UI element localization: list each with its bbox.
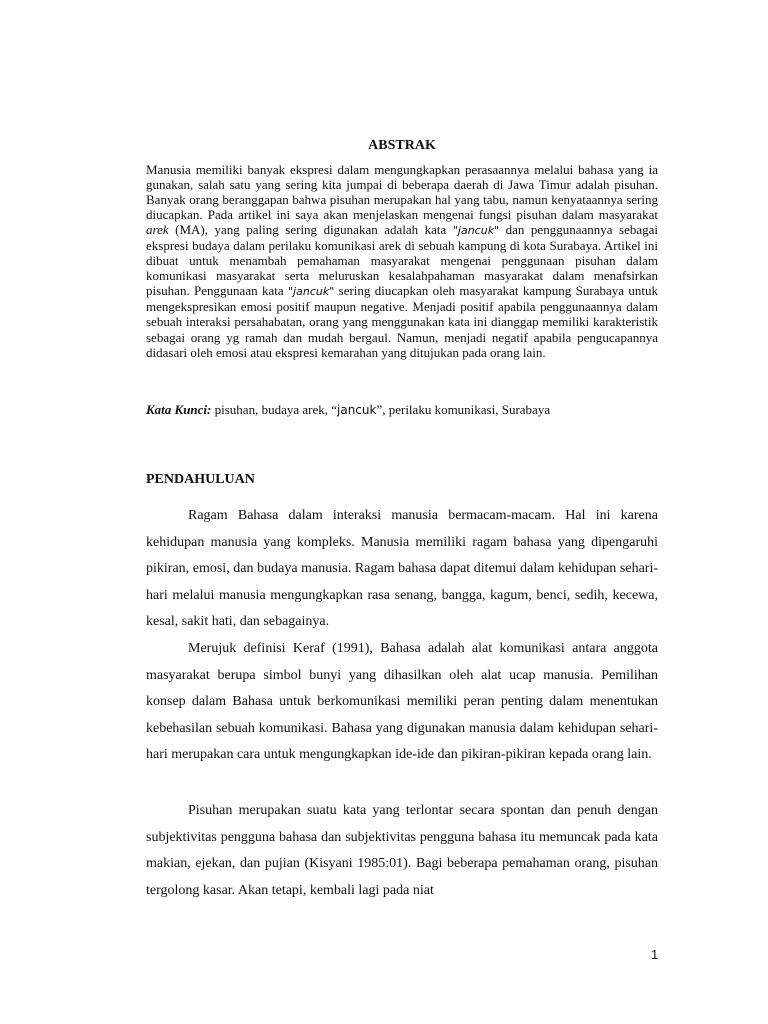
abstract-text: (MA), yang paling sering digunakan adalah kata (168, 222, 453, 238)
keywords-label: Kata Kunci: (146, 402, 212, 417)
keywords (146, 402, 658, 418)
intro-paragraph-3 (146, 798, 658, 904)
paragraph-text: Merujuk definisi Keraf (1991), Bahasa adalah alat komunikasi antara anggota masyarakat berupa simbol bunyi yang dihasilkan oleh alat ucap manusia. Pemilihan konsep dalam Bahasa untuk berkomunikasi memiliki peran penting dalam menentukan kebehasilan sebuah komunikasi. Bahasa yang digunakan manusia dalam kehidupan sehari-hari merupakan cara untuk mengungkapkan ide-ide dan pikiran-pikiran kepada orang lain. (146, 641, 658, 763)
section-title-pendahuluan: PENDAHULUAN (146, 472, 255, 487)
abstract-term-jancuk: "jancuk" (452, 224, 500, 238)
abstract-text: sering diucapkan oleh masyarakat kampung Surabaya untuk mengekspresikan emosi positif maupun negative. Menjadi positif apabila penggunaannya dalam sebuah interaksi persahabatan, orang yang menggunakan kata ini dianggap memiliki karakteristik sebagai orang yg ramah dan mudah bergaul. Namun, menjadi negatif apabila pengucapannya didasari oleh emosi atau ekspresi kemarahan yang ditujukan pada orang lain. (146, 283, 658, 360)
intro-paragraph-2 (146, 636, 658, 769)
abstract-text: Manusia memiliki banyak ekspresi dalam mengungkapkan perasaannya melalui bahasa yang ia gunakan, salah satu yang sering kita jumpai di beberapa daerah di Jawa Timur adalah pisuhan. Banyak orang beranggapan bahwa pisuhan merupakan hal yang tabu, namun kenyataannya sering diucapkan. Pada artikel ini saya akan menjelaskan mengenai fungsi pisuhan dalam masyarakat (146, 162, 658, 223)
intro-paragraph-1 (146, 503, 658, 636)
paragraph-text: Ragam Bahasa dalam interaksi manusia bermacam-macam. Hal ini karena kehidupan manusia yang kompleks. Manusia memiliki ragam bahasa yang dipengaruhi pikiran, emosi, dan budaya manusia. Ragam bahasa dapat ditemui dalam kehidupan sehari-hari melalui manusia mengungkapkan rasa senang, bangga, kagum, benci, sedih, kecewa, kesal, sakit hati, dan sebagainya. (146, 508, 658, 630)
paragraph-text: Pisuhan merupakan suatu kata yang terlontar secara spontan dan penuh dengan subjektivitas pengguna bahasa dan subjektivitas pengguna bahasa itu memuncak pada kata makian, ejekan, dan pujian (Kisyani 1985:01). Bagi beberapa pemahaman orang, pisuhan tergolong kasar. Akan tetapi, kembali lagi pada niat (146, 803, 658, 898)
abstract-title: ABSTRAK (368, 138, 436, 153)
keywords-text: pisuhan, budaya arek, “ (211, 402, 337, 417)
keywords-term-jancuk: jancuk (337, 403, 377, 417)
page-number: 1 (651, 947, 659, 962)
abstract-term-arek: arek (146, 222, 169, 238)
abstract-body (146, 162, 658, 360)
keywords-text: ”, perilaku komunikasi, Surabaya (376, 402, 551, 417)
abstract-text: dan penggunaannya sebagai ekspresi budaya dalam perilaku komunikasi arek di sebuah kampung di kota Surabaya. Artikel ini dibuat untuk menambah pemahaman masyarakat mengenai penggunaan pisuhan dalam komunikasi masyarakat serta meluruskan kesalahpahaman masyarakat dalam menafsirkan pisuhan. Penggunaan kata (146, 222, 658, 299)
abstract-term-jancuk: "jancuk" (288, 285, 335, 299)
